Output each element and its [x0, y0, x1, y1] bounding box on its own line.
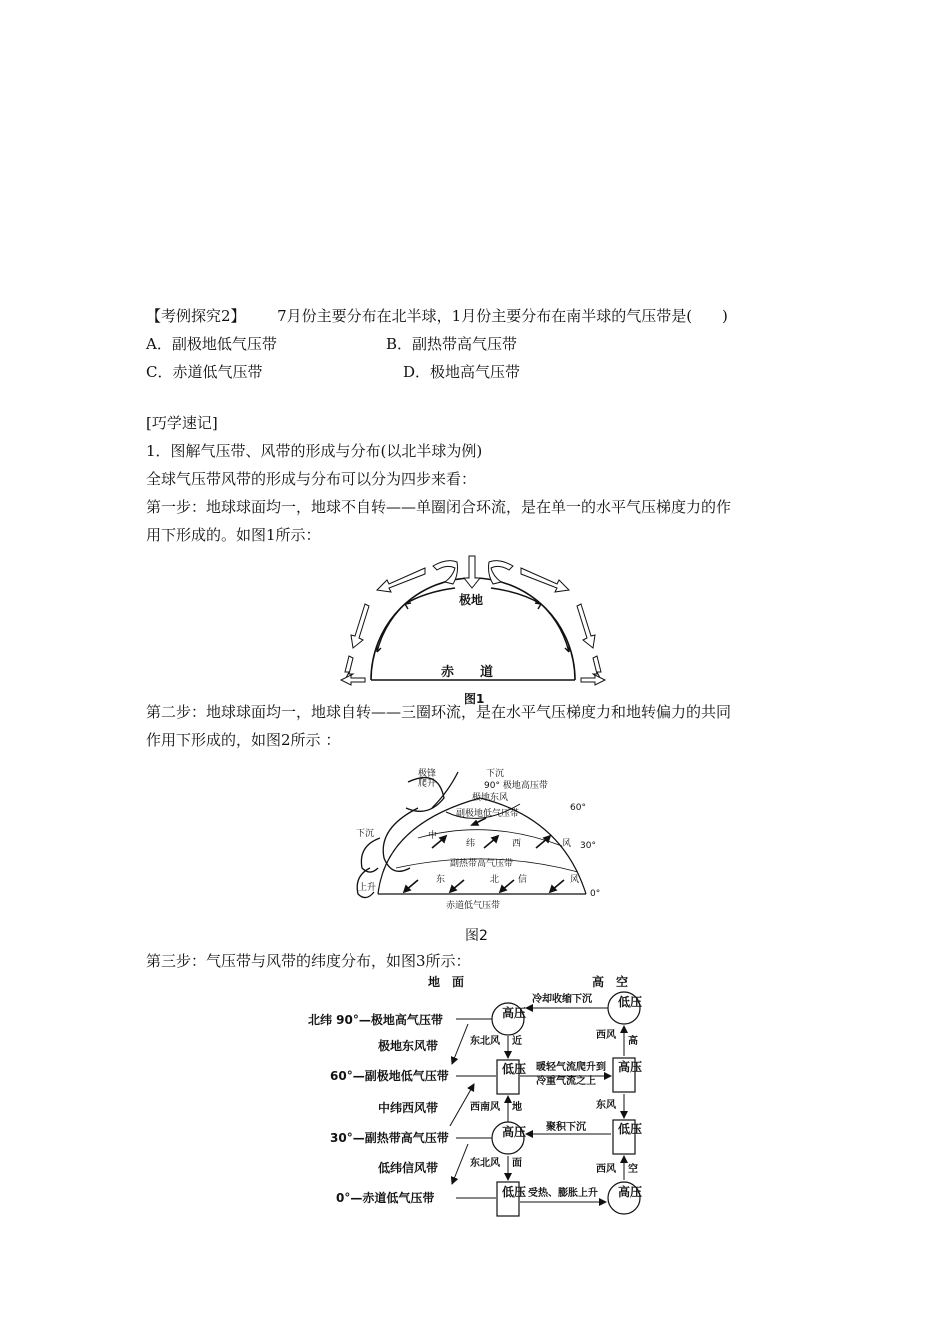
step3-line: 第三步：气压带与风带的纬度分布，如图3所示： [146, 952, 471, 970]
fig2-xin: 信 [518, 875, 528, 885]
fig2-caption: 图2 [465, 928, 488, 944]
tips-item1: 1．图解气压带、风带的形成与分布(以北半球为例) [146, 442, 483, 460]
fig3-lat60: 60°—副极地低气压带 [330, 1069, 449, 1083]
fig3-u0: 高压 [618, 1185, 643, 1199]
fig1-pole-label: 极地 [459, 593, 484, 607]
figure-2 [348, 768, 618, 916]
fig2-polar-front-2: 爬升 [418, 779, 437, 789]
fig3-west1: 西风 [596, 1030, 616, 1041]
fig2-deg60: 60° [570, 803, 586, 813]
fig3-g60: 低压 [502, 1062, 527, 1076]
fig3-cool-sink: 冷却收缩下沉 [532, 994, 592, 1005]
fig2-mid: 中 [428, 831, 438, 841]
fig3-ground: 地 面 [428, 975, 465, 989]
fig3-heat-rise: 受热、膨胀上升 [528, 1188, 598, 1199]
step1-line2: 用下形成的。如图1所示： [146, 526, 321, 544]
fig1-caption: 图1 [464, 692, 485, 706]
fig1-equator-label: 赤 道 [441, 665, 494, 680]
fig3-trades: 低纬信风带 [378, 1161, 439, 1175]
step2-line2: 作用下形成的，如图2所示 ： [146, 731, 341, 749]
fig2-polar-front-1: 极锋 [418, 769, 437, 779]
fig2-polar-high: 90° 极地高压带 [484, 781, 548, 791]
fig3-east-up: 东风 [596, 1100, 616, 1111]
question-label: 【考例探究2】 [146, 307, 246, 325]
fig3-mian: 面 [512, 1158, 522, 1169]
tips-intro: 全球气压带风带的形成与分布可以分为四步来看： [146, 470, 477, 488]
question-text: 7月份主要分布在北半球，1月份主要分布在南半球的气压带是( ) [277, 307, 728, 325]
fig3-g90-1: 高压 [502, 1006, 527, 1020]
option-a: A．副极地低气压带 [146, 335, 277, 353]
fig2-equator-low: 赤道低气压带 [446, 901, 501, 911]
fig2-feng2: 风 [570, 875, 580, 885]
fig3-u60: 高压 [618, 1060, 643, 1074]
fig3-west2: 西风 [596, 1164, 616, 1175]
fig2-subtropical-high: 副热带高气压带 [450, 859, 514, 869]
fig3-kong: 空 [628, 1164, 638, 1175]
fig3-warm-rise-2: 冷重气流之上 [536, 1076, 596, 1087]
fig2-bei: 北 [490, 875, 500, 885]
fig3-ne-wind-2: 东北风 [470, 1158, 500, 1169]
fig3-u90: 低压 [618, 995, 643, 1009]
tips-heading: [巧学速记] [146, 414, 218, 432]
step1-line1: 第一步：地球球面均一，地球不自转——单圈闭合环流，是在单一的水平气压梯度力的作 [146, 498, 732, 516]
fig3-gao: 高 [628, 1036, 638, 1047]
fig2-feng: 风 [562, 839, 572, 849]
fig3-di: 地 [512, 1102, 522, 1113]
fig3-warm-rise-1: 暖轻气流爬升到 [536, 1062, 606, 1073]
fig3-sw-wind: 西南风 [470, 1102, 500, 1113]
question-line [146, 305, 728, 327]
fig3-lat90: 北纬 90°—极地高气压带 [308, 1013, 443, 1027]
fig2-rise: 上升 [358, 883, 377, 893]
fig2-polar-east: 极地东风 [472, 793, 509, 803]
option-b: B．副热带高气压带 [386, 335, 518, 353]
fig2-deg30: 30° [580, 841, 596, 851]
fig3-g0: 低压 [502, 1185, 527, 1199]
fig2-dong: 东 [436, 875, 446, 885]
fig3-accum-sink: 聚积下沉 [546, 1122, 586, 1133]
fig3-ne-wind-1: 东北风 [470, 1036, 500, 1047]
figure-3 [300, 972, 660, 1220]
fig3-lat0: 0°—赤道低气压带 [336, 1191, 435, 1205]
fig2-subpolar-low: 副极地低气压带 [456, 809, 520, 819]
fig3-lat30: 30°—副热带高气压带 [330, 1131, 449, 1145]
step2-line1: 第二步：地球球面均一，地球自转——三圈环流，是在水平气压梯度力和地转偏力的共同 [146, 703, 732, 721]
fig2-deg0: 0° [590, 889, 601, 899]
option-c: C．赤道低气压带 [146, 363, 263, 381]
fig3-polar-easterlies: 极地东风带 [378, 1039, 439, 1053]
fig2-sink-top: 下沉 [486, 769, 505, 779]
option-d: D．极地高气压带 [403, 363, 521, 381]
fig3-westerlies: 中纬西风带 [378, 1101, 439, 1115]
fig2-wei: 纬 [466, 839, 476, 849]
figure-1 [325, 548, 625, 710]
fig3-g30: 高压 [502, 1125, 527, 1139]
fig2-sink-left: 下沉 [356, 829, 375, 839]
fig3-u30: 低压 [618, 1122, 643, 1136]
fig3-upper: 高 空 [592, 975, 629, 989]
fig3-jin: 近 [512, 1036, 522, 1047]
fig2-xi: 西 [512, 839, 522, 849]
